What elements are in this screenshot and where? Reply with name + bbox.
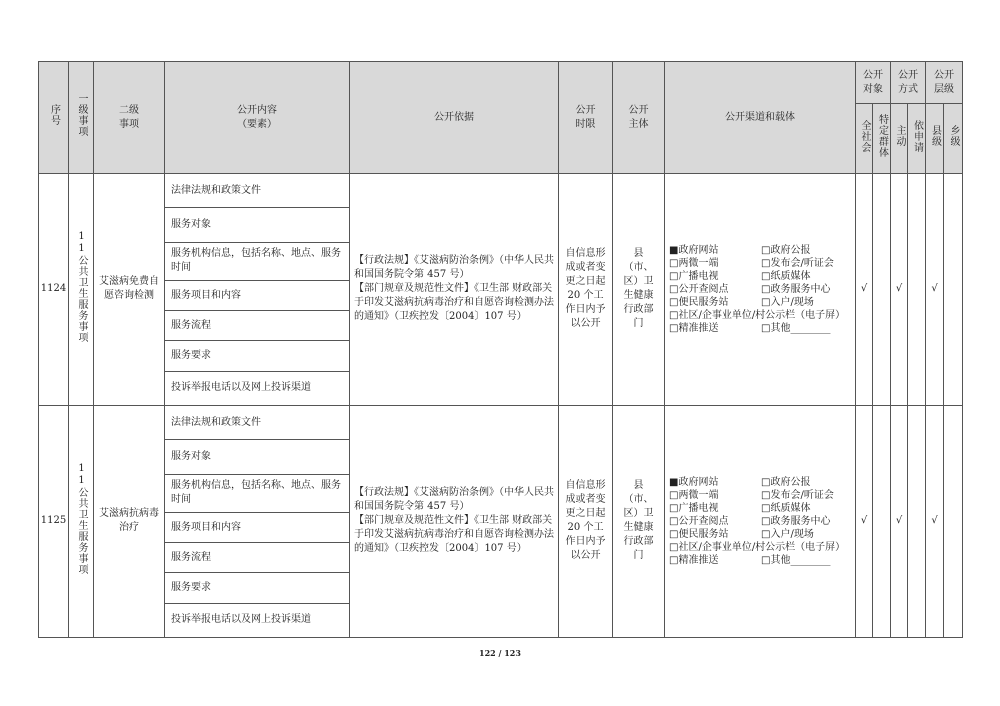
- channel-option: ■政府网站: [669, 476, 719, 488]
- channel-option: □发布会/听证会: [761, 489, 834, 501]
- content-item: 服务项目和内容: [165, 281, 350, 311]
- active-mark: √: [891, 405, 908, 637]
- seq-cell: 1125: [39, 405, 69, 637]
- channel-option: □公开查阅点: [669, 283, 729, 295]
- page-number: 122 / 123: [479, 648, 521, 658]
- header-active: 主动: [891, 104, 908, 174]
- header-county: 县级: [926, 104, 944, 174]
- channel-option: ■政府网站: [669, 244, 719, 256]
- channel-option: □两微一端: [669, 489, 719, 501]
- active-mark: √: [891, 174, 908, 406]
- township-mark: [944, 174, 963, 406]
- channel-option: □纸质媒体: [761, 270, 811, 282]
- level1-cell: 11公共卫生服务事项: [69, 174, 94, 406]
- table-row: [39, 174, 963, 208]
- content-item: 服务机构信息，包括名称、地点、服务时间: [165, 242, 350, 280]
- header-target: 公开 对象: [856, 62, 891, 104]
- county-mark: √: [926, 174, 944, 406]
- channel-option: □纸质媒体: [761, 502, 811, 514]
- content-item: 服务机构信息，包括名称、地点、服务时间: [165, 474, 350, 512]
- all-society-mark: √: [856, 405, 873, 637]
- township-mark: [944, 405, 963, 637]
- channel-option: □广播电视: [669, 502, 719, 514]
- channel-option: □其他________: [761, 554, 831, 566]
- all-society-mark: √: [856, 174, 873, 406]
- on-request-mark: [908, 174, 926, 406]
- header-level1: 一级事项: [69, 62, 94, 174]
- header-method: 公开 方式: [891, 62, 926, 104]
- content-item: 服务对象: [165, 208, 350, 242]
- subject-cell: 县（市、区）卫生健康行政部门: [613, 405, 665, 637]
- content-item: 服务要求: [165, 341, 350, 371]
- header-specific-group: 特定群体: [873, 104, 891, 174]
- channels-cell: [665, 405, 856, 637]
- channel-option: □社区/企事业单位/村公示栏（电子屏）: [669, 541, 846, 553]
- content-item: 法律法规和政策文件: [165, 174, 350, 208]
- content-item: 服务流程: [165, 543, 350, 573]
- channel-option: □广播电视: [669, 270, 719, 282]
- channel-option: □入户/现场: [761, 296, 814, 308]
- channel-option: □便民服务站: [669, 528, 729, 540]
- subject-cell: 县（市、区）卫生健康行政部门: [613, 174, 665, 406]
- channel-option: □发布会/听证会: [761, 257, 834, 269]
- content-item: 投诉举报电话以及网上投诉渠道: [165, 603, 350, 637]
- time-limit-cell: 自信息形成或者变更之日起 20 个工作日内予以公开: [559, 405, 613, 637]
- content-item: 服务要求: [165, 573, 350, 603]
- basis-cell: 【行政法规】《艾滋病防治条例》（中华人民共和国国务院令第 457 号） 【部门规章及规范性文件】《卫生部 财政部关于印发艾滋病抗病毒治疗和自愿咨询检测办法的通知》（卫疾控发〔2004〕107 号）: [350, 405, 559, 637]
- content-item: 投诉举报电话以及网上投诉渠道: [165, 371, 350, 405]
- header-channels: 公开渠道和载体: [665, 62, 856, 174]
- basis-cell: 【行政法规】《艾滋病防治条例》（中华人民共和国国务院令第 457 号） 【部门规章及规范性文件】《卫生部 财政部关于印发艾滋病抗病毒治疗和自愿咨询检测办法的通知》（卫疾控发〔2004〕107 号）: [350, 174, 559, 406]
- header-time-limit: 公开 时限: [559, 62, 613, 174]
- level2-cell: 艾滋病抗病毒治疗: [94, 405, 165, 637]
- specific-group-mark: [873, 405, 891, 637]
- channel-option: □精准推送: [669, 322, 719, 334]
- header-level: 公开 层级: [926, 62, 963, 104]
- channel-option: □社区/企事业单位/村公示栏（电子屏）: [669, 309, 846, 321]
- channel-option: □政务服务中心: [761, 283, 831, 295]
- seq-cell: 1124: [39, 174, 69, 406]
- channel-option: □精准推送: [669, 554, 719, 566]
- specific-group-mark: [873, 174, 891, 406]
- channel-option: □入户/现场: [761, 528, 814, 540]
- county-mark: √: [926, 405, 944, 637]
- level1-cell: 11公共卫生服务事项: [69, 405, 94, 637]
- header-subject: 公开 主体: [613, 62, 665, 174]
- header-level2: 二级 事项: [94, 62, 165, 174]
- on-request-mark: [908, 405, 926, 637]
- header-content: 公开内容 （要素）: [165, 62, 350, 174]
- level2-cell: 艾滋病免费自愿咨询检测: [94, 174, 165, 406]
- channel-option: □政务服务中心: [761, 515, 831, 527]
- channel-option: □便民服务站: [669, 296, 729, 308]
- table-row: [39, 405, 963, 439]
- header-on-request: 依申请: [908, 104, 926, 174]
- channel-option: □政府公报: [761, 244, 811, 256]
- channel-option: □公开查阅点: [669, 515, 729, 527]
- channels-cell: [665, 174, 856, 406]
- header-basis: 公开依据: [350, 62, 559, 174]
- disclosure-table: [38, 61, 963, 638]
- header-township: 乡级: [944, 104, 963, 174]
- content-item: 服务对象: [165, 440, 350, 474]
- channel-option: □两微一端: [669, 257, 719, 269]
- channel-option: □政府公报: [761, 476, 811, 488]
- content-item: 服务项目和内容: [165, 513, 350, 543]
- channel-option: □其他________: [761, 322, 831, 334]
- content-item: 法律法规和政策文件: [165, 405, 350, 439]
- header-seq: 序号: [39, 62, 69, 174]
- content-item: 服务流程: [165, 311, 350, 341]
- time-limit-cell: 自信息形成或者变更之日起 20 个工作日内予以公开: [559, 174, 613, 406]
- header-all-society: 全社会: [856, 104, 873, 174]
